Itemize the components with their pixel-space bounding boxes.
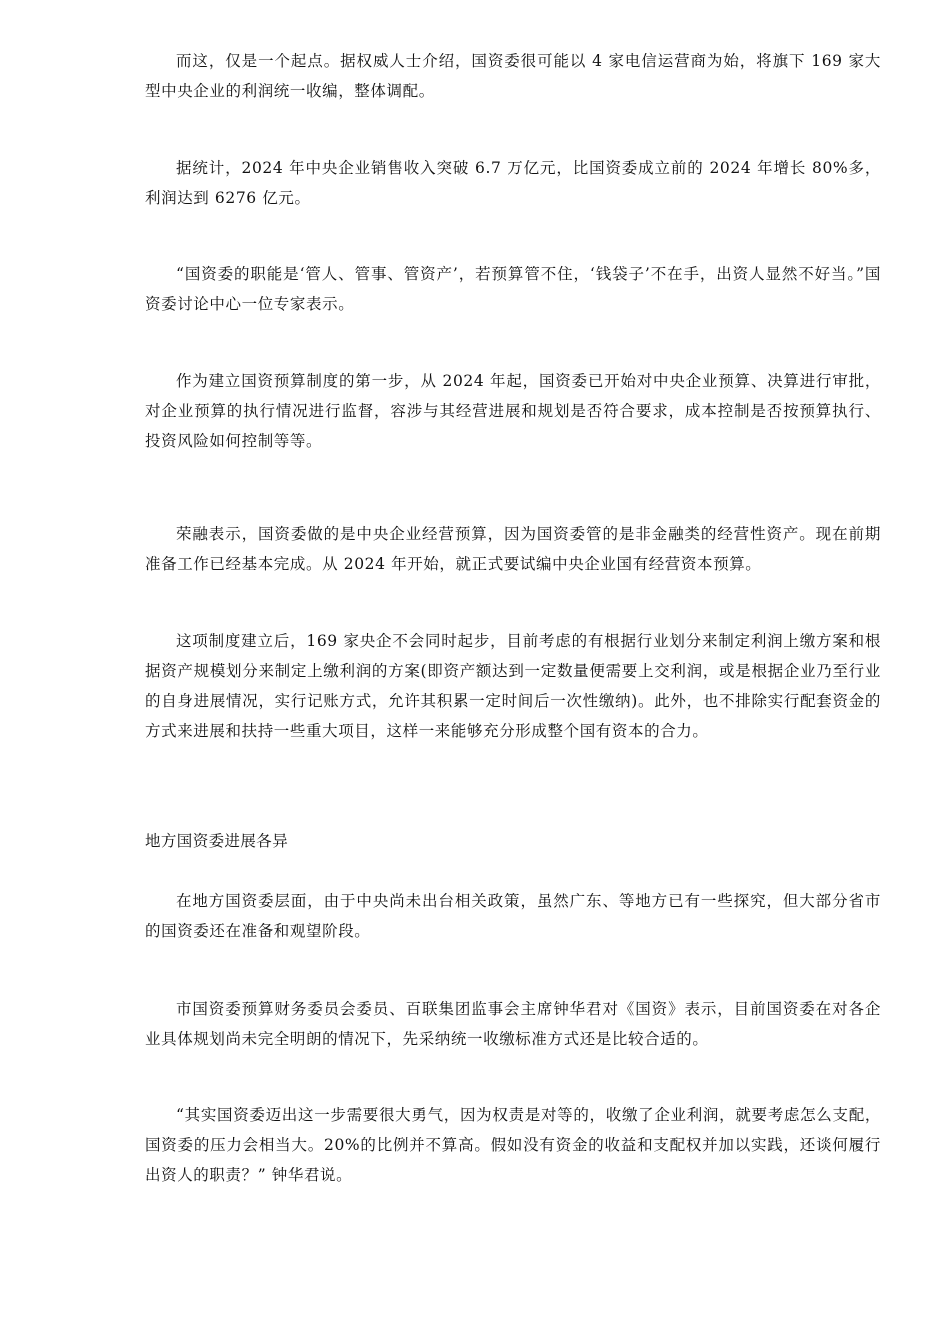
paragraph-expert-quote: “国资委的职能是‘管人、管事、管资产’，若预算管不住，‘钱袋子’不在手，出资人显然不好当。”国资委讨论中心一位专家表示。 xyxy=(145,265,881,313)
section-heading: 地方国资委进展各异 xyxy=(145,832,289,850)
paragraph-budget-step: 作为建立国资预算制度的第一步，从 2024 年起，国资委已开始对中央企业预算、决算进行审批，对企业预算的执行情况进行监督，容涉与其经营进展和规划是否符合要求，成本控制是否按预算执行、投资风险如何控制等等。 xyxy=(145,372,881,450)
paragraph-system-plan: 这项制度建立后，169 家央企不会同时起步，目前考虑的有根据行业划分来制定利润上缴方案和根据资产规模划分来制定上缴利润的方案(即资产额达到一定数量便需要上交利润，或是根据企业乃至行业的自身进展情况，实行记账方式，允许其积累一定时间后一次性缴纳)。此外，也不排除实行配套资金的方式来进展和扶持一些重大项目，这样一来能够充分形成整个国有资本的合力。 xyxy=(145,632,881,740)
paragraph-zhong-statement: 市国资委预算财务委员会委员、百联集团监事会主席钟华君对《国资》表示，目前国资委在对各企业具体规划尚未完全明朗的情况下，先采纳统一收缴标准方式还是比较合适的。 xyxy=(145,1000,881,1048)
paragraph-rongrong: 荣融表示，国资委做的是中央企业经营预算，因为国资委管的是非金融类的经营性资产。现在前期准备工作已经基本完成。从 2024 年开始，就正式要试编中央企业国有经营资本预算。 xyxy=(145,525,881,573)
paragraph-intro: 而这，仅是一个起点。据权威人士介绍，国资委很可能以 4 家电信运营商为始，将旗下 169 家大型中央企业的利润统一收编，整体调配。 xyxy=(145,52,881,100)
paragraph-statistics: 据统计，2024 年中央企业销售收入突破 6.7 万亿元，比国资委成立前的 2024 年增长 80%多，利润达到 6276 亿元。 xyxy=(145,159,881,207)
paragraph-zhong-quote: “其实国资委迈出这一步需要很大勇气，因为权责是对等的，收缴了企业利润，就要考虑怎么支配，国资委的压力会相当大。20%的比例并不算高。假如没有资金的收益和支配权并加以实践，还谈何履行出资人的职责？” 钟华君说。 xyxy=(145,1106,881,1184)
paragraph-local-level: 在地方国资委层面，由于中央尚未出台相关政策，虽然广东、等地方已有一些探究，但大部分省市的国资委还在准备和观望阶段。 xyxy=(145,892,881,940)
